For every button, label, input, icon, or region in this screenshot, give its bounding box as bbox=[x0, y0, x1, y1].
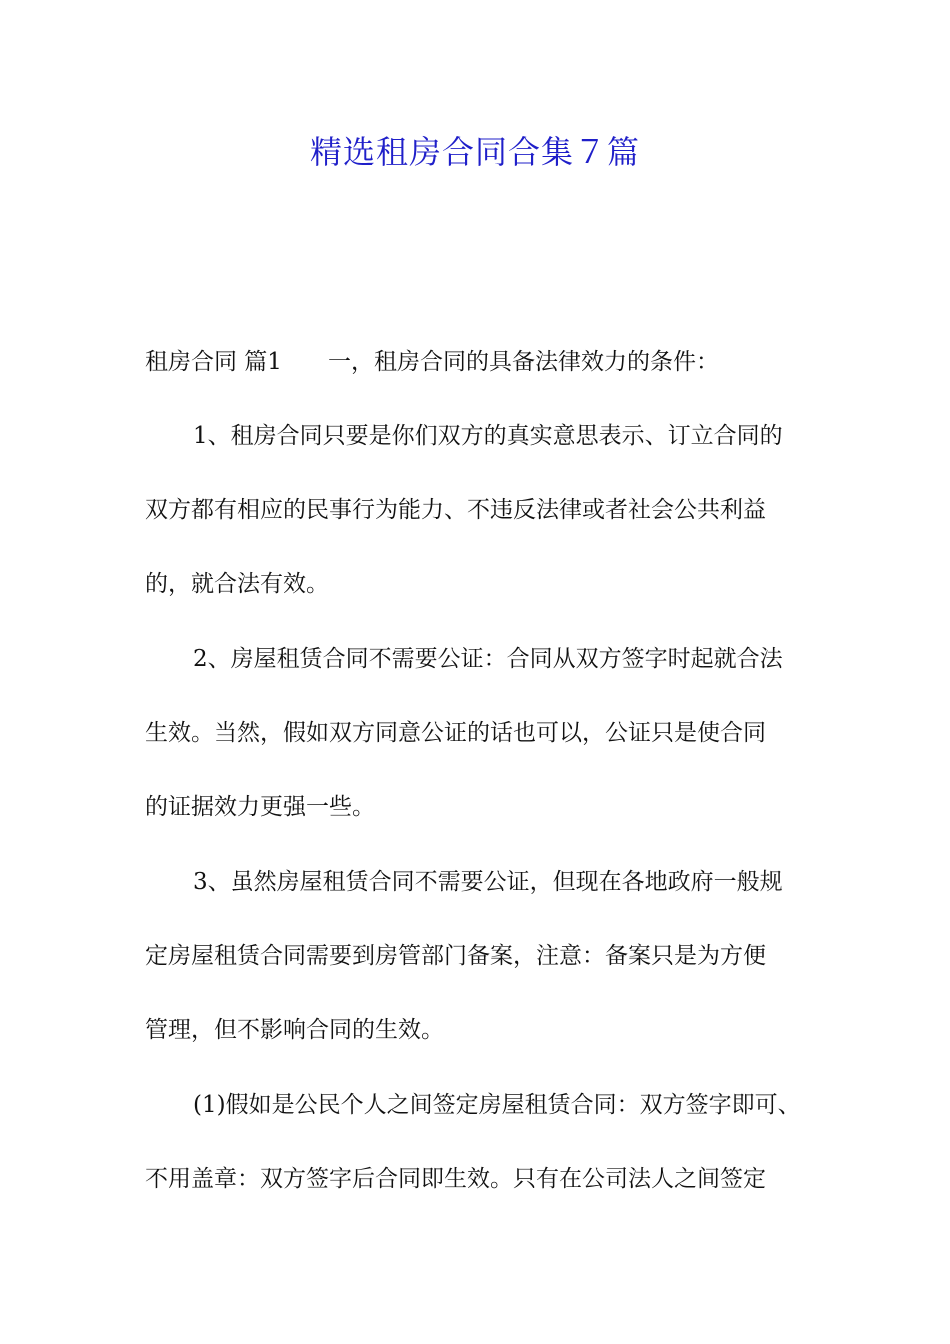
section-heading-line bbox=[145, 346, 719, 378]
paragraph-2-line-1: 2、房屋租赁合同不需要公证：合同从双方签字时起就合法 bbox=[193, 646, 783, 672]
paragraph-3-line-2: 定房屋租赁合同需要到房管部门备案，注意：备案只是为方便 bbox=[145, 943, 766, 969]
section-label: 租房合同 篇1 bbox=[145, 349, 282, 375]
paragraph-2-line-3: 的证据效力更强一些。 bbox=[145, 794, 375, 820]
paragraph-3-line-3: 管理，但不影响合同的生效。 bbox=[145, 1017, 444, 1043]
section-subtitle: 一，租房合同的具备法律效力的条件： bbox=[327, 349, 719, 375]
paragraph-1-line-3: 的，就合法有效。 bbox=[145, 571, 329, 597]
paragraph-2-line-2: 生效。当然，假如双方同意公证的话也可以，公证只是使合同 bbox=[145, 720, 766, 746]
paragraph-4-line-1: (1)假如是公民个人之间签定房屋租赁合同：双方签字即可、 bbox=[193, 1092, 801, 1118]
paragraph-1-line-1: 1、租房合同只要是你们双方的真实意思表示、订立合同的 bbox=[193, 423, 783, 449]
document-title: 精选租房合同合集７篇 bbox=[309, 133, 640, 171]
paragraph-4-line-2: 不用盖章：双方签字后合同即生效。只有在公司法人之间签定 bbox=[145, 1166, 766, 1192]
paragraph-3-line-1: 3、虽然房屋租赁合同不需要公证，但现在各地政府一般规 bbox=[193, 869, 783, 895]
paragraph-1-line-2: 双方都有相应的民事行为能力、不违反法律或者社会公共利益 bbox=[145, 497, 766, 523]
